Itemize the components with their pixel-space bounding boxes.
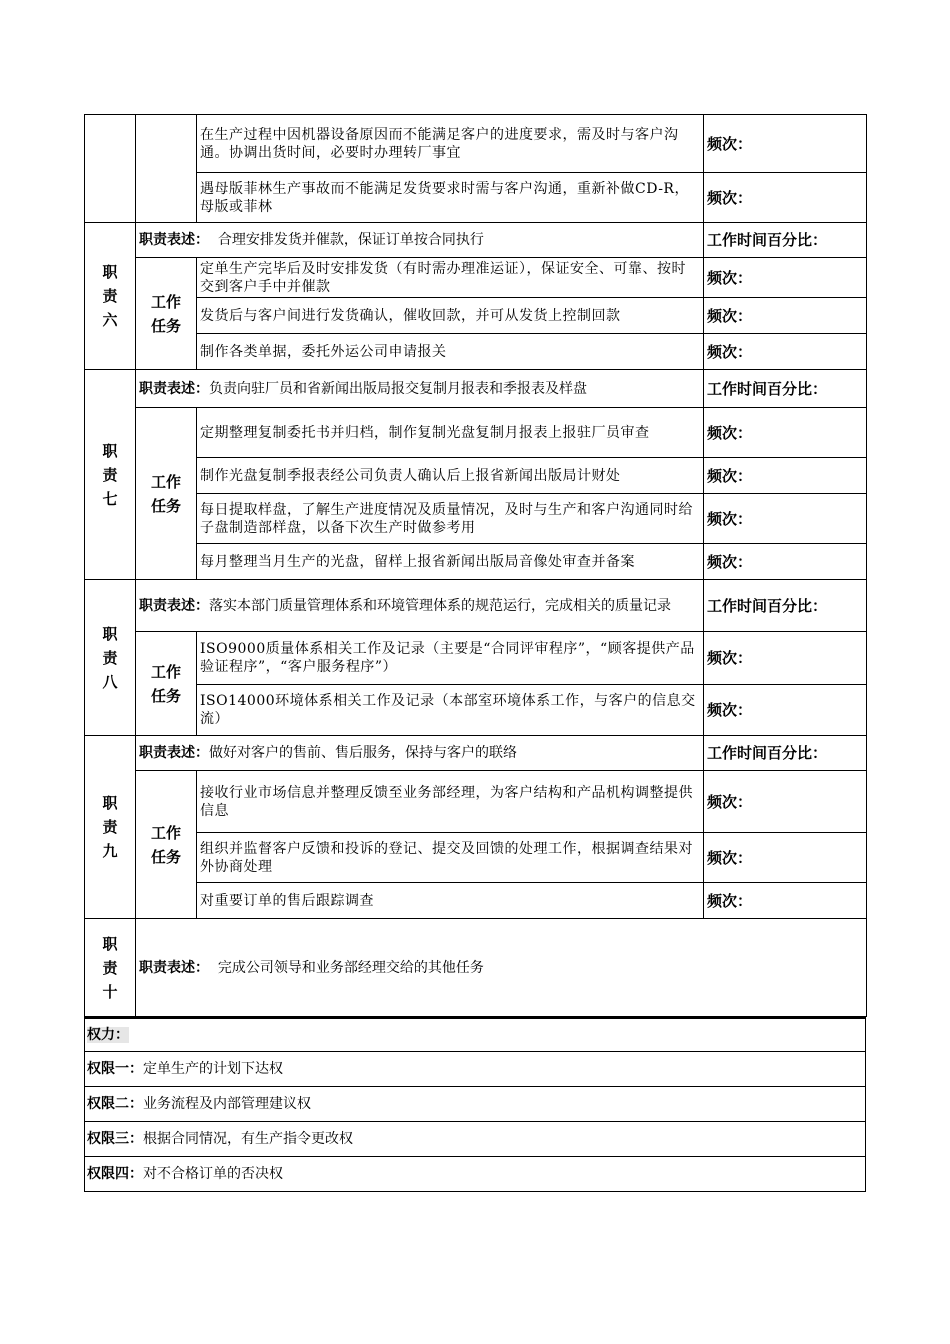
task-text: 发货后与客户间进行发货确认，催收回款，并可从发货上控制回款 [197, 298, 704, 334]
task-row [85, 458, 867, 494]
work-tasks-label: 工作 任务 [136, 408, 197, 580]
power-item-row [85, 1122, 866, 1157]
duty-statement-row [85, 223, 867, 258]
statement-label: 职责表述： [139, 380, 209, 397]
task-row [85, 258, 867, 298]
frequency-label: 频次： [704, 334, 867, 370]
task-text: 遇母版菲林生产事故而不能满足发货要求时需与客户沟通，重新补做CD-R，母版或菲林 [197, 173, 704, 223]
statement-label: 职责表述： [139, 232, 209, 248]
frequency-label: 频次： [704, 494, 867, 544]
time-percent-label: 工作时间百分比： [704, 736, 867, 771]
task-text: 每日提取样盘，了解生产进度情况及质量情况，及时与生产和客户沟通同时给子盘制造部样盘，以备下次生产时做参考用 [197, 494, 704, 544]
duty-statement: 完成公司领导和业务部经理交给的其他任务 [217, 959, 484, 976]
duty-statement: 做好对客户的售前、售后服务，保持与客户的联络 [209, 745, 517, 761]
task-row [85, 544, 867, 580]
duty-statement: 合理安排发货并催款，保证订单按合同执行 [217, 232, 484, 248]
task-text: 定单生产完毕后及时安排发货（有时需办理准运证），保证安全、可靠、按时交到客户手中并催款 [197, 258, 704, 298]
time-percent-label: 工作时间百分比： [704, 223, 867, 258]
frequency-label: 频次： [704, 173, 867, 223]
frequency-label: 频次： [704, 298, 867, 334]
continued-task-row [85, 115, 867, 173]
power-item-text: 定单生产的计划下达权 [143, 1061, 283, 1077]
frequency-label: 频次： [704, 833, 867, 883]
frequency-label: 频次： [704, 544, 867, 580]
work-tasks-label: 工作 任务 [136, 771, 197, 919]
work-tasks-label: 工作 任务 [136, 632, 197, 736]
frequency-label: 频次： [704, 771, 867, 833]
task-text: 制作各类单据，委托外运公司申请报关 [197, 334, 704, 370]
task-text: ISO14000环境体系相关工作及记录（本部室环境体系工作，与客户的信息交流） [197, 685, 704, 736]
task-text: ISO9000质量体系相关工作及记录（主要是“合同评审程序”，“顾客提供产品验证程序”，“客户服务程序”） [197, 632, 704, 685]
task-row [85, 833, 867, 883]
duty-statement-row [85, 919, 867, 1017]
power-item-text: 对不合格订单的否决权 [143, 1166, 283, 1182]
power-item-label: 权限二： [87, 1096, 143, 1112]
task-row [85, 494, 867, 544]
task-row [85, 685, 867, 736]
statement-label: 职责表述： [139, 745, 209, 761]
duty-statement: 负责向驻厂员和省新闻出版局报交复制月报表和季报表及样盘 [209, 380, 587, 397]
power-item-text: 业务流程及内部管理建议权 [143, 1096, 311, 1112]
time-percent-label: 工作时间百分比： [704, 370, 867, 408]
power-item-label: 权限一： [87, 1061, 143, 1077]
power-item-label: 权限三： [87, 1131, 143, 1147]
duty-statement-row [85, 370, 867, 408]
task-row [85, 883, 867, 919]
continued-task-row [85, 173, 867, 223]
power-title-row [85, 1018, 866, 1052]
frequency-label: 频次： [704, 883, 867, 919]
continued-task-label-cell [136, 115, 197, 223]
task-row [85, 632, 867, 685]
continued-duty-label-cell [85, 115, 136, 223]
task-text: 每月整理当月生产的光盘，留样上报省新闻出版局音像处审查并备案 [197, 544, 704, 580]
time-percent-label: 工作时间百分比： [704, 580, 867, 632]
frequency-label: 频次： [704, 685, 867, 736]
power-table [84, 1017, 866, 1192]
power-item-label: 权限四： [87, 1166, 143, 1182]
duty-label: 职 责 十 [85, 919, 136, 1017]
power-item-text: 根据合同情况，有生产指令更改权 [143, 1131, 353, 1147]
power-title: 权力： [87, 1027, 129, 1043]
work-tasks-label: 工作 任务 [136, 258, 197, 370]
duties-table-wrapper [84, 114, 866, 1192]
frequency-label: 频次： [704, 632, 867, 685]
duty-label: 职 责 六 [85, 223, 136, 370]
statement-label: 职责表述： [139, 959, 209, 976]
task-text: 组织并监督客户反馈和投诉的登记、提交及回馈的处理工作，根据调查结果对外协商处理 [197, 833, 704, 883]
task-row [85, 298, 867, 334]
power-item-row [85, 1052, 866, 1087]
frequency-label: 频次： [704, 458, 867, 494]
frequency-label: 频次： [704, 408, 867, 458]
power-item-row [85, 1157, 866, 1192]
task-text: 定期整理复制委托书并归档，制作复制光盘复制月报表上报驻厂员审查 [197, 408, 704, 458]
task-row [85, 334, 867, 370]
duty-label: 职 责 七 [85, 370, 136, 580]
power-item-row [85, 1087, 866, 1122]
task-text: 接收行业市场信息并整理反馈至业务部经理，为客户结构和产品机构调整提供信息 [197, 771, 704, 833]
duty-label: 职 责 八 [85, 580, 136, 736]
duties-table [84, 114, 867, 1017]
task-text: 对重要订单的售后跟踪调查 [197, 883, 704, 919]
task-text: 制作光盘复制季报表经公司负责人确认后上报省新闻出版局计财处 [197, 458, 704, 494]
frequency-label: 频次： [704, 258, 867, 298]
frequency-label: 频次： [704, 115, 867, 173]
duty-statement-row [85, 580, 867, 632]
duty-label: 职 责 九 [85, 736, 136, 919]
duty-statement-row [85, 736, 867, 771]
task-row [85, 408, 867, 458]
task-row [85, 771, 867, 833]
task-text: 在生产过程中因机器设备原因而不能满足客户的进度要求，需及时与客户沟通。协调出货时间，必要时办理转厂事宜 [197, 115, 704, 173]
duty-statement: 落实本部门质量管理体系和环境管理体系的规范运行，完成相关的质量记录 [209, 597, 671, 614]
statement-label: 职责表述： [139, 597, 209, 614]
